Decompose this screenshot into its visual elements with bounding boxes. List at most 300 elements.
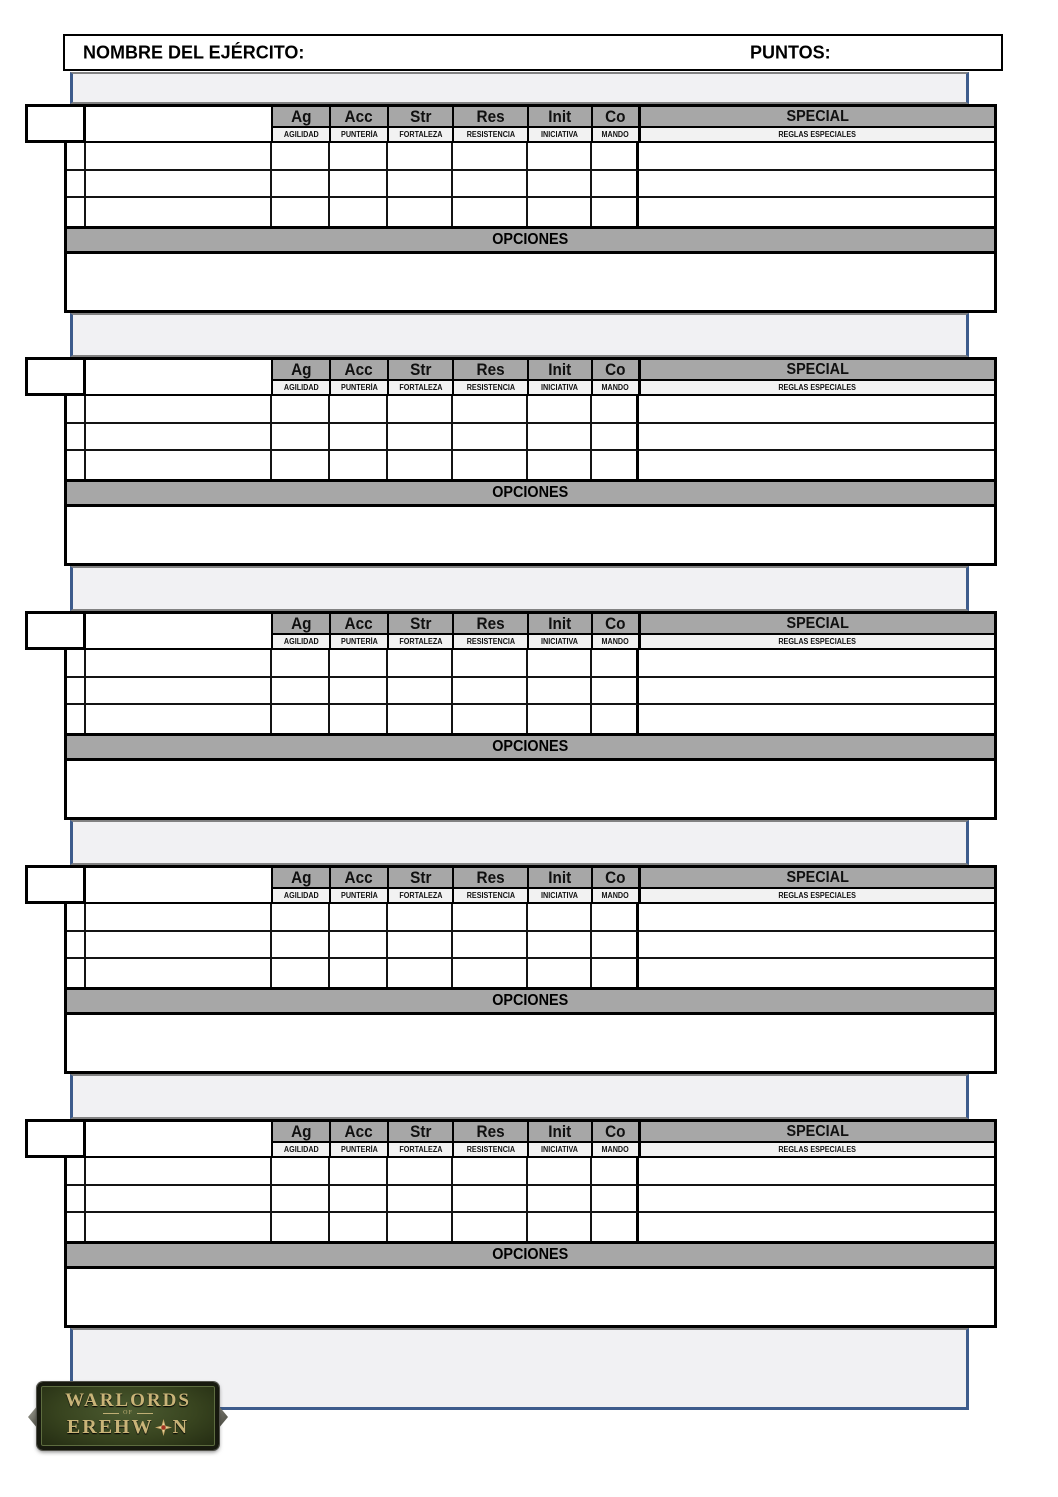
col-subheader-punteria-label: PUNTERÍA bbox=[340, 1145, 378, 1154]
col-subheader-iniciativa bbox=[527, 1143, 591, 1158]
stat-cell[interactable] bbox=[67, 424, 86, 452]
stat-cell[interactable] bbox=[272, 1158, 330, 1186]
col-header-ag-label: Ag bbox=[290, 613, 312, 633]
stat-cell[interactable] bbox=[639, 904, 994, 932]
stat-cell[interactable] bbox=[67, 904, 86, 932]
col-subheader-mando-label: MANDO bbox=[601, 383, 630, 392]
options-header-label: OPCIONES bbox=[492, 992, 569, 1009]
col-header-ag bbox=[271, 1119, 329, 1143]
logo-plaque bbox=[37, 1382, 219, 1450]
stat-cell[interactable] bbox=[388, 424, 453, 452]
stat-cell[interactable] bbox=[528, 424, 592, 452]
col-subheader-agilidad bbox=[271, 635, 329, 650]
army-name-label: NOMBRE DEL EJÉRCITO: bbox=[83, 42, 305, 62]
stat-cell[interactable] bbox=[388, 451, 453, 479]
options-header-label: OPCIONES bbox=[492, 1246, 569, 1263]
stat-cell[interactable] bbox=[453, 650, 528, 678]
col-header-str-label: Str bbox=[409, 613, 432, 633]
col-subheader-iniciativa bbox=[527, 381, 591, 396]
stat-cell[interactable] bbox=[592, 1213, 639, 1241]
col-header-ag-label: Ag bbox=[290, 106, 312, 126]
col-header-co-label: Co bbox=[605, 613, 626, 633]
col-subheader-fortaleza-label: FORTALEZA bbox=[398, 637, 443, 646]
logo-title-erehwon bbox=[41, 1416, 215, 1438]
stat-cell[interactable] bbox=[639, 650, 994, 678]
col-header-res bbox=[452, 357, 527, 381]
stat-cell[interactable] bbox=[528, 904, 592, 932]
col-header-ag bbox=[271, 104, 329, 128]
stat-cell[interactable] bbox=[330, 1158, 388, 1186]
col-header-special bbox=[638, 865, 997, 889]
col-header-str-label: Str bbox=[409, 1121, 432, 1141]
col-header-init-label: Init bbox=[548, 1121, 572, 1141]
col-subheader-iniciativa-label: INICIATIVA bbox=[541, 1145, 579, 1154]
stat-cell[interactable] bbox=[86, 396, 272, 424]
army-name-input[interactable] bbox=[320, 38, 740, 69]
stat-cell[interactable] bbox=[528, 1158, 592, 1186]
col-subheader-punteria-label: PUNTERÍA bbox=[340, 891, 378, 900]
col-header-str bbox=[387, 357, 452, 381]
stat-cell[interactable] bbox=[67, 1186, 86, 1214]
stat-cell[interactable] bbox=[272, 705, 330, 733]
stat-cell[interactable] bbox=[528, 451, 592, 479]
stat-cell[interactable] bbox=[67, 198, 86, 226]
warlords-of-erehwon-logo bbox=[30, 1381, 226, 1453]
options-header-label: OPCIONES bbox=[492, 738, 569, 755]
col-header-special-label: SPECIAL bbox=[786, 360, 849, 378]
stat-cell[interactable] bbox=[330, 678, 388, 706]
col-header-ag-label: Ag bbox=[290, 359, 312, 379]
col-subheader-agilidad bbox=[271, 128, 329, 143]
stat-cell[interactable] bbox=[639, 1186, 994, 1214]
stat-cell[interactable] bbox=[528, 705, 592, 733]
col-header-co bbox=[591, 1119, 638, 1143]
stat-cell[interactable] bbox=[86, 171, 272, 199]
col-subheader-punteria-label: PUNTERÍA bbox=[340, 130, 378, 139]
col-subheader-iniciativa-label: INICIATIVA bbox=[541, 637, 579, 646]
stat-cell[interactable] bbox=[528, 171, 592, 199]
stat-cell[interactable] bbox=[272, 932, 330, 960]
col-header-acc-label: Acc bbox=[344, 359, 374, 379]
col-header-str-label: Str bbox=[409, 359, 432, 379]
stat-cell[interactable] bbox=[528, 678, 592, 706]
col-header-acc bbox=[329, 104, 387, 128]
stat-cell[interactable] bbox=[453, 451, 528, 479]
col-subheader-iniciativa bbox=[527, 889, 591, 904]
stat-cell[interactable] bbox=[639, 1158, 994, 1186]
stat-cell[interactable] bbox=[330, 396, 388, 424]
stat-cell[interactable] bbox=[528, 396, 592, 424]
options-header-bar bbox=[64, 226, 997, 254]
col-subheader-resistencia-label: RESISTENCIA bbox=[466, 891, 515, 900]
unit-id-box[interactable] bbox=[25, 104, 86, 143]
col-subheader-reglas-especiales-label: REGLAS ESPECIALES bbox=[778, 1145, 857, 1154]
stat-cell[interactable] bbox=[330, 198, 388, 226]
col-header-res bbox=[452, 1119, 527, 1143]
stat-cell[interactable] bbox=[639, 198, 994, 226]
stat-cell[interactable] bbox=[388, 143, 453, 171]
stat-cell[interactable] bbox=[592, 904, 639, 932]
col-subheader-fortaleza bbox=[387, 1143, 452, 1158]
background-panel bbox=[70, 1074, 969, 1119]
col-header-str bbox=[387, 865, 452, 889]
col-header-init-label: Init bbox=[548, 613, 572, 633]
options-header-bar bbox=[64, 1241, 997, 1269]
stat-cell[interactable] bbox=[528, 959, 592, 987]
stat-cell[interactable] bbox=[453, 904, 528, 932]
col-subheader-resistencia-label: RESISTENCIA bbox=[466, 130, 515, 139]
stat-cell[interactable] bbox=[86, 1186, 272, 1214]
col-header-acc bbox=[329, 611, 387, 635]
stat-cell[interactable] bbox=[388, 959, 453, 987]
col-subheader-iniciativa-label: INICIATIVA bbox=[541, 130, 579, 139]
stat-cell[interactable] bbox=[639, 705, 994, 733]
stat-cell[interactable] bbox=[592, 451, 639, 479]
col-header-res bbox=[452, 104, 527, 128]
stat-cell[interactable] bbox=[388, 1158, 453, 1186]
stat-cell[interactable] bbox=[67, 650, 86, 678]
col-header-special-label: SPECIAL bbox=[786, 1122, 849, 1140]
col-header-res-label: Res bbox=[476, 1121, 505, 1141]
stat-cell[interactable] bbox=[86, 198, 272, 226]
options-header-bar bbox=[64, 733, 997, 761]
col-subheader-iniciativa-label: INICIATIVA bbox=[541, 891, 579, 900]
stat-cell[interactable] bbox=[67, 396, 86, 424]
col-subheader-punteria bbox=[329, 889, 387, 904]
col-header-init bbox=[527, 104, 591, 128]
col-subheader-punteria bbox=[329, 381, 387, 396]
background-panel bbox=[70, 72, 969, 104]
stat-cell[interactable] bbox=[592, 705, 639, 733]
col-subheader-mando-label: MANDO bbox=[601, 130, 630, 139]
stat-cell[interactable] bbox=[528, 1186, 592, 1214]
col-header-init bbox=[527, 1119, 591, 1143]
stat-cell[interactable] bbox=[272, 198, 330, 226]
stat-cell[interactable] bbox=[86, 705, 272, 733]
stat-cell[interactable] bbox=[330, 705, 388, 733]
background-panel bbox=[70, 566, 969, 611]
col-header-ag bbox=[271, 357, 329, 381]
stat-cell[interactable] bbox=[330, 650, 388, 678]
stat-cell[interactable] bbox=[67, 143, 86, 171]
stat-rows bbox=[64, 904, 997, 987]
stat-cell[interactable] bbox=[528, 198, 592, 226]
stat-cell[interactable] bbox=[67, 1213, 86, 1241]
stat-cell[interactable] bbox=[86, 904, 272, 932]
col-header-acc-label: Acc bbox=[344, 106, 374, 126]
col-header-acc bbox=[329, 357, 387, 381]
stat-cell[interactable] bbox=[388, 650, 453, 678]
col-header-init bbox=[527, 865, 591, 889]
col-subheader-fortaleza bbox=[387, 381, 452, 396]
stat-cell[interactable] bbox=[592, 198, 639, 226]
col-subheader-agilidad bbox=[271, 1143, 329, 1158]
col-header-special-label: SPECIAL bbox=[786, 107, 849, 125]
logo-title-warlords: WARLORDS bbox=[65, 1390, 191, 1411]
col-header-co bbox=[591, 865, 638, 889]
stat-cell[interactable] bbox=[86, 143, 272, 171]
unit-block-3 bbox=[25, 611, 997, 820]
unit-id-box[interactable] bbox=[25, 611, 86, 650]
stat-cell[interactable] bbox=[67, 451, 86, 479]
stat-cell[interactable] bbox=[592, 1158, 639, 1186]
stat-cell[interactable] bbox=[592, 932, 639, 960]
col-subheader-mando bbox=[591, 889, 638, 904]
col-subheader-fortaleza bbox=[387, 635, 452, 650]
stat-cell[interactable] bbox=[453, 424, 528, 452]
background-panel bbox=[70, 313, 969, 357]
stat-cell[interactable] bbox=[388, 705, 453, 733]
stat-cell[interactable] bbox=[453, 198, 528, 226]
stat-cell[interactable] bbox=[388, 904, 453, 932]
col-subheader-fortaleza bbox=[387, 128, 452, 143]
col-header-str-label: Str bbox=[409, 106, 432, 126]
col-subheader-agilidad-label: AGILIDAD bbox=[283, 891, 319, 900]
col-header-str-label: Str bbox=[409, 867, 432, 887]
col-subheader-mando-label: MANDO bbox=[601, 637, 630, 646]
col-header-res-label: Res bbox=[476, 359, 505, 379]
stat-cell[interactable] bbox=[67, 959, 86, 987]
stat-cell[interactable] bbox=[528, 1213, 592, 1241]
points-input[interactable] bbox=[840, 38, 1000, 69]
stat-cell[interactable] bbox=[86, 650, 272, 678]
stat-cell[interactable] bbox=[330, 171, 388, 199]
stat-cell[interactable] bbox=[67, 1158, 86, 1186]
col-subheader-reglas-especiales-label: REGLAS ESPECIALES bbox=[778, 130, 857, 139]
col-header-res-label: Res bbox=[476, 613, 505, 633]
col-subheader-reglas-especiales bbox=[638, 1143, 997, 1158]
col-subheader-resistencia bbox=[452, 889, 527, 904]
stat-cell[interactable] bbox=[86, 959, 272, 987]
col-subheader-agilidad bbox=[271, 889, 329, 904]
stat-cell[interactable] bbox=[639, 451, 994, 479]
unit-block-5 bbox=[25, 1119, 997, 1328]
col-subheader-mando-label: MANDO bbox=[601, 891, 630, 900]
options-header-bar bbox=[64, 987, 997, 1015]
stat-cell[interactable] bbox=[86, 424, 272, 452]
stat-cell[interactable] bbox=[453, 143, 528, 171]
stat-cell[interactable] bbox=[639, 396, 994, 424]
col-header-acc-label: Acc bbox=[344, 1121, 374, 1141]
stat-cell[interactable] bbox=[272, 396, 330, 424]
stat-cell[interactable] bbox=[528, 932, 592, 960]
stat-cell[interactable] bbox=[388, 1186, 453, 1214]
unit-name-cell[interactable] bbox=[83, 865, 271, 904]
stat-cell[interactable] bbox=[330, 424, 388, 452]
col-subheader-mando bbox=[591, 1143, 638, 1158]
col-header-co-label: Co bbox=[605, 106, 626, 126]
col-subheader-reglas-especiales bbox=[638, 128, 997, 143]
unit-name-cell[interactable] bbox=[83, 357, 271, 396]
stat-cell[interactable] bbox=[272, 959, 330, 987]
col-header-acc bbox=[329, 865, 387, 889]
col-header-special bbox=[638, 611, 997, 635]
col-header-ag-label: Ag bbox=[290, 867, 312, 887]
col-header-res bbox=[452, 865, 527, 889]
col-header-init-label: Init bbox=[548, 867, 572, 887]
stat-cell[interactable] bbox=[388, 932, 453, 960]
col-subheader-punteria bbox=[329, 635, 387, 650]
unit-block-2 bbox=[25, 357, 997, 566]
stat-cell[interactable] bbox=[330, 904, 388, 932]
stat-cell[interactable] bbox=[330, 451, 388, 479]
col-subheader-fortaleza-label: FORTALEZA bbox=[398, 130, 443, 139]
stat-cell[interactable] bbox=[528, 650, 592, 678]
stat-cell[interactable] bbox=[272, 424, 330, 452]
stat-cell[interactable] bbox=[330, 959, 388, 987]
col-subheader-mando-label: MANDO bbox=[601, 1145, 630, 1154]
stat-cell[interactable] bbox=[330, 932, 388, 960]
stat-cell[interactable] bbox=[639, 959, 994, 987]
stat-cell[interactable] bbox=[272, 451, 330, 479]
stat-cell[interactable] bbox=[592, 650, 639, 678]
col-subheader-mando bbox=[591, 128, 638, 143]
unit-block-4 bbox=[25, 865, 997, 1074]
col-header-ag bbox=[271, 865, 329, 889]
options-area[interactable] bbox=[64, 1269, 997, 1328]
col-subheader-punteria bbox=[329, 128, 387, 143]
stat-cell[interactable] bbox=[67, 171, 86, 199]
col-header-init bbox=[527, 357, 591, 381]
col-subheader-fortaleza-label: FORTALEZA bbox=[398, 383, 443, 392]
col-subheader-iniciativa-label: INICIATIVA bbox=[541, 383, 579, 392]
stat-rows bbox=[64, 650, 997, 733]
stat-cell[interactable] bbox=[528, 143, 592, 171]
unit-name-cell[interactable] bbox=[83, 104, 271, 143]
stat-cell[interactable] bbox=[592, 959, 639, 987]
stat-cell[interactable] bbox=[272, 678, 330, 706]
stat-cell[interactable] bbox=[272, 1213, 330, 1241]
stat-cell[interactable] bbox=[453, 171, 528, 199]
col-subheader-iniciativa bbox=[527, 635, 591, 650]
options-header-label: OPCIONES bbox=[492, 231, 569, 248]
stat-cell[interactable] bbox=[86, 1158, 272, 1186]
stat-cell[interactable] bbox=[453, 1213, 528, 1241]
stat-cell[interactable] bbox=[388, 1213, 453, 1241]
col-header-co-label: Co bbox=[605, 359, 626, 379]
stat-cell[interactable] bbox=[67, 932, 86, 960]
stat-rows bbox=[64, 1158, 997, 1241]
stat-cell[interactable] bbox=[86, 678, 272, 706]
col-subheader-resistencia-label: RESISTENCIA bbox=[466, 637, 515, 646]
stat-cell[interactable] bbox=[67, 678, 86, 706]
col-header-acc bbox=[329, 1119, 387, 1143]
title-bar bbox=[63, 34, 1003, 71]
col-header-init-label: Init bbox=[548, 359, 572, 379]
background-panel bbox=[70, 820, 969, 865]
options-area[interactable] bbox=[64, 254, 997, 313]
options-area[interactable] bbox=[64, 507, 997, 566]
stat-cell[interactable] bbox=[330, 1213, 388, 1241]
unit-block-1 bbox=[25, 104, 997, 313]
col-header-init bbox=[527, 611, 591, 635]
col-header-special-label: SPECIAL bbox=[786, 614, 849, 632]
unit-id-box[interactable] bbox=[25, 865, 86, 904]
logo-erehwon-end: N bbox=[172, 1416, 190, 1438]
stat-cell[interactable] bbox=[272, 143, 330, 171]
stat-cell[interactable] bbox=[639, 143, 994, 171]
unit-id-box[interactable] bbox=[25, 1119, 86, 1158]
stat-cell[interactable] bbox=[453, 1158, 528, 1186]
stat-cell[interactable] bbox=[592, 143, 639, 171]
stat-cell[interactable] bbox=[639, 424, 994, 452]
col-subheader-resistencia bbox=[452, 128, 527, 143]
stat-cell[interactable] bbox=[453, 678, 528, 706]
stat-cell[interactable] bbox=[453, 932, 528, 960]
stat-cell[interactable] bbox=[592, 171, 639, 199]
col-subheader-agilidad-label: AGILIDAD bbox=[283, 383, 319, 392]
col-subheader-iniciativa bbox=[527, 128, 591, 143]
stat-cell[interactable] bbox=[592, 1186, 639, 1214]
col-header-co bbox=[591, 104, 638, 128]
stat-cell[interactable] bbox=[388, 678, 453, 706]
col-header-special bbox=[638, 1119, 997, 1143]
stat-cell[interactable] bbox=[639, 932, 994, 960]
col-subheader-resistencia-label: RESISTENCIA bbox=[466, 383, 515, 392]
col-subheader-agilidad bbox=[271, 381, 329, 396]
col-header-co bbox=[591, 611, 638, 635]
stat-cell[interactable] bbox=[86, 932, 272, 960]
stat-cell[interactable] bbox=[453, 705, 528, 733]
stat-cell[interactable] bbox=[639, 678, 994, 706]
stat-cell[interactable] bbox=[388, 171, 453, 199]
options-area[interactable] bbox=[64, 1015, 997, 1074]
col-subheader-fortaleza-label: FORTALEZA bbox=[398, 1145, 443, 1154]
stat-cell[interactable] bbox=[388, 396, 453, 424]
col-header-co-label: Co bbox=[605, 1121, 626, 1141]
stat-cell[interactable] bbox=[592, 424, 639, 452]
options-header-label: OPCIONES bbox=[492, 484, 569, 501]
stat-cell[interactable] bbox=[272, 1186, 330, 1214]
compass-rose-icon bbox=[155, 1419, 172, 1436]
stat-cell[interactable] bbox=[453, 959, 528, 987]
stat-cell[interactable] bbox=[453, 1186, 528, 1214]
stat-cell[interactable] bbox=[639, 1213, 994, 1241]
unit-name-cell[interactable] bbox=[83, 1119, 271, 1158]
stat-cell[interactable] bbox=[330, 1186, 388, 1214]
col-subheader-punteria-label: PUNTERÍA bbox=[340, 383, 378, 392]
col-subheader-mando bbox=[591, 381, 638, 396]
stat-cell[interactable] bbox=[388, 198, 453, 226]
unit-name-cell[interactable] bbox=[83, 611, 271, 650]
col-subheader-reglas-especiales bbox=[638, 889, 997, 904]
stat-cell[interactable] bbox=[272, 904, 330, 932]
options-area[interactable] bbox=[64, 761, 997, 820]
stat-cell[interactable] bbox=[86, 1213, 272, 1241]
col-subheader-resistencia bbox=[452, 635, 527, 650]
stat-cell[interactable] bbox=[592, 678, 639, 706]
col-subheader-fortaleza-label: FORTALEZA bbox=[398, 891, 443, 900]
stat-cell[interactable] bbox=[330, 143, 388, 171]
stat-cell[interactable] bbox=[272, 650, 330, 678]
col-header-init-label: Init bbox=[548, 106, 572, 126]
col-subheader-agilidad-label: AGILIDAD bbox=[283, 637, 319, 646]
stat-cell[interactable] bbox=[639, 171, 994, 199]
stat-cell[interactable] bbox=[67, 705, 86, 733]
stat-cell[interactable] bbox=[592, 396, 639, 424]
col-subheader-reglas-especiales bbox=[638, 381, 997, 396]
unit-id-box[interactable] bbox=[25, 357, 86, 396]
col-subheader-punteria-label: PUNTERÍA bbox=[340, 637, 378, 646]
col-header-ag-label: Ag bbox=[290, 1121, 312, 1141]
col-subheader-resistencia bbox=[452, 381, 527, 396]
stat-cell[interactable] bbox=[86, 451, 272, 479]
stat-cell[interactable] bbox=[272, 171, 330, 199]
col-header-str bbox=[387, 1119, 452, 1143]
stat-cell[interactable] bbox=[453, 396, 528, 424]
col-header-special-label: SPECIAL bbox=[786, 868, 849, 886]
col-header-str bbox=[387, 104, 452, 128]
